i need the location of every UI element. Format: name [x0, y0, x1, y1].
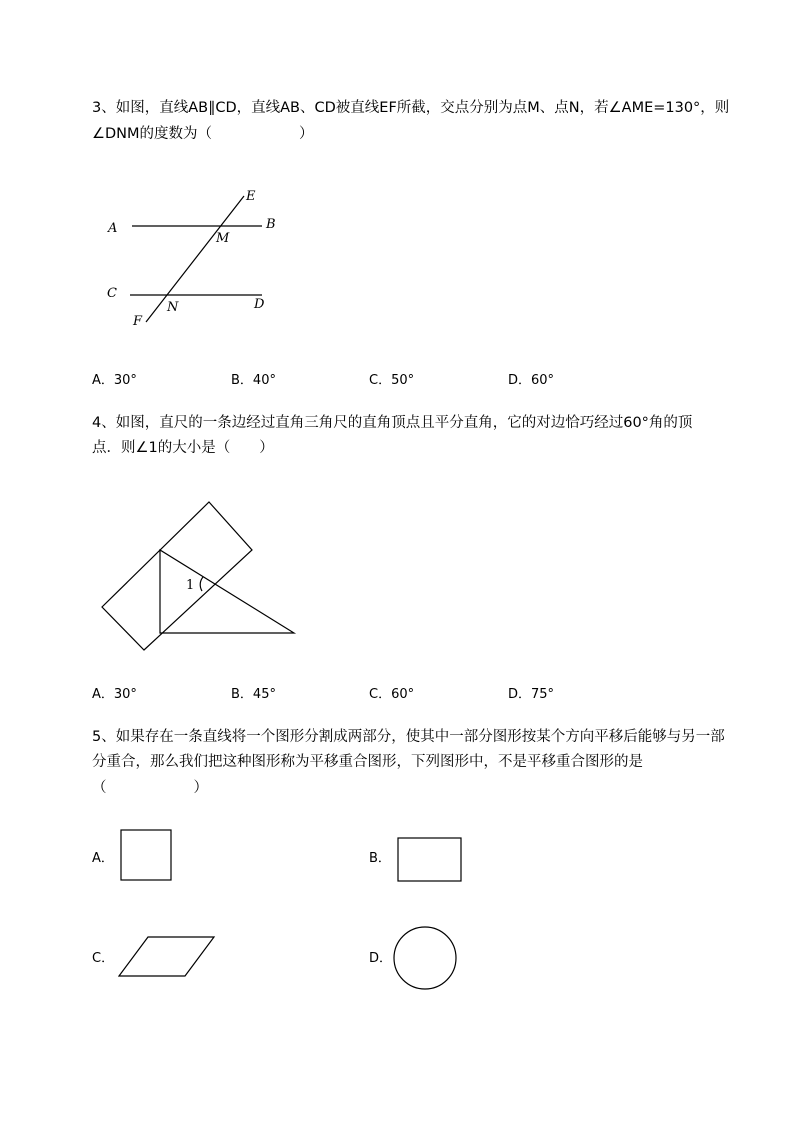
label-n: N	[167, 300, 179, 315]
q5-option-d-label[interactable]: D．	[369, 951, 393, 966]
q3-parallel-lines-figure	[95, 180, 295, 330]
q5-option-a-square	[120, 829, 174, 883]
q3-option-d[interactable]: D．60°	[508, 373, 555, 388]
line-ef	[146, 196, 244, 322]
label-c: C	[107, 286, 117, 301]
label-b: B	[266, 217, 276, 232]
q4-option-a[interactable]: A．30°	[92, 687, 137, 702]
q5-option-c-label[interactable]: C．	[92, 951, 115, 966]
q5-text-line3: （ ）	[92, 780, 208, 796]
q3-option-a[interactable]: A．30°	[92, 373, 137, 388]
label-d: D	[254, 297, 265, 312]
q4-ruler-triangle-figure	[98, 498, 300, 654]
q5-option-b-rectangle	[397, 837, 463, 883]
q3-text-line2: ∠DNM的度数为（ ）	[92, 126, 314, 142]
q3-option-b[interactable]: B．40°	[231, 373, 276, 388]
q4-option-c[interactable]: C．60°	[369, 687, 415, 702]
angle-1-arc	[200, 577, 203, 591]
q4-text-line2: 点．则∠1的大小是（ ）	[92, 440, 274, 456]
q4-option-d[interactable]: D．75°	[508, 687, 555, 702]
label-e: E	[246, 189, 256, 204]
q3-option-c[interactable]: C．50°	[369, 373, 415, 388]
label-a: A	[108, 221, 118, 236]
q5-text-line2: 分重合，那么我们把这种图形称为平移重合图形，下列图形中，不是平移重合图形的是	[92, 754, 643, 770]
q4-text-line1: 4、如图，直尺的一条边经过直角三角尺的直角顶点且平分直角，它的对边恰巧经过60°角的顶	[92, 415, 693, 431]
q5-option-b-label[interactable]: B．	[369, 851, 391, 866]
q3-text-line1: 3、如图，直线AB∥CD，直线AB、CD被直线EF所截，交点分别为点M、点N，若∠AME=130°，则	[92, 100, 730, 116]
q4-option-b[interactable]: B．45°	[231, 687, 276, 702]
label-m: M	[216, 231, 230, 246]
q5-option-c-parallelogram	[118, 935, 216, 979]
ruler-rectangle	[102, 502, 252, 650]
q5-text-line1: 5、如果存在一条直线将一个图形分割成两部分，使其中一部分图形按某个方向平移后能够与另一部	[92, 729, 725, 745]
angle-1-label: 1	[186, 578, 195, 593]
q5-option-d-circle	[392, 926, 458, 992]
label-f: F	[133, 314, 143, 329]
right-triangle	[160, 550, 294, 633]
q5-option-a-label[interactable]: A．	[92, 851, 114, 866]
